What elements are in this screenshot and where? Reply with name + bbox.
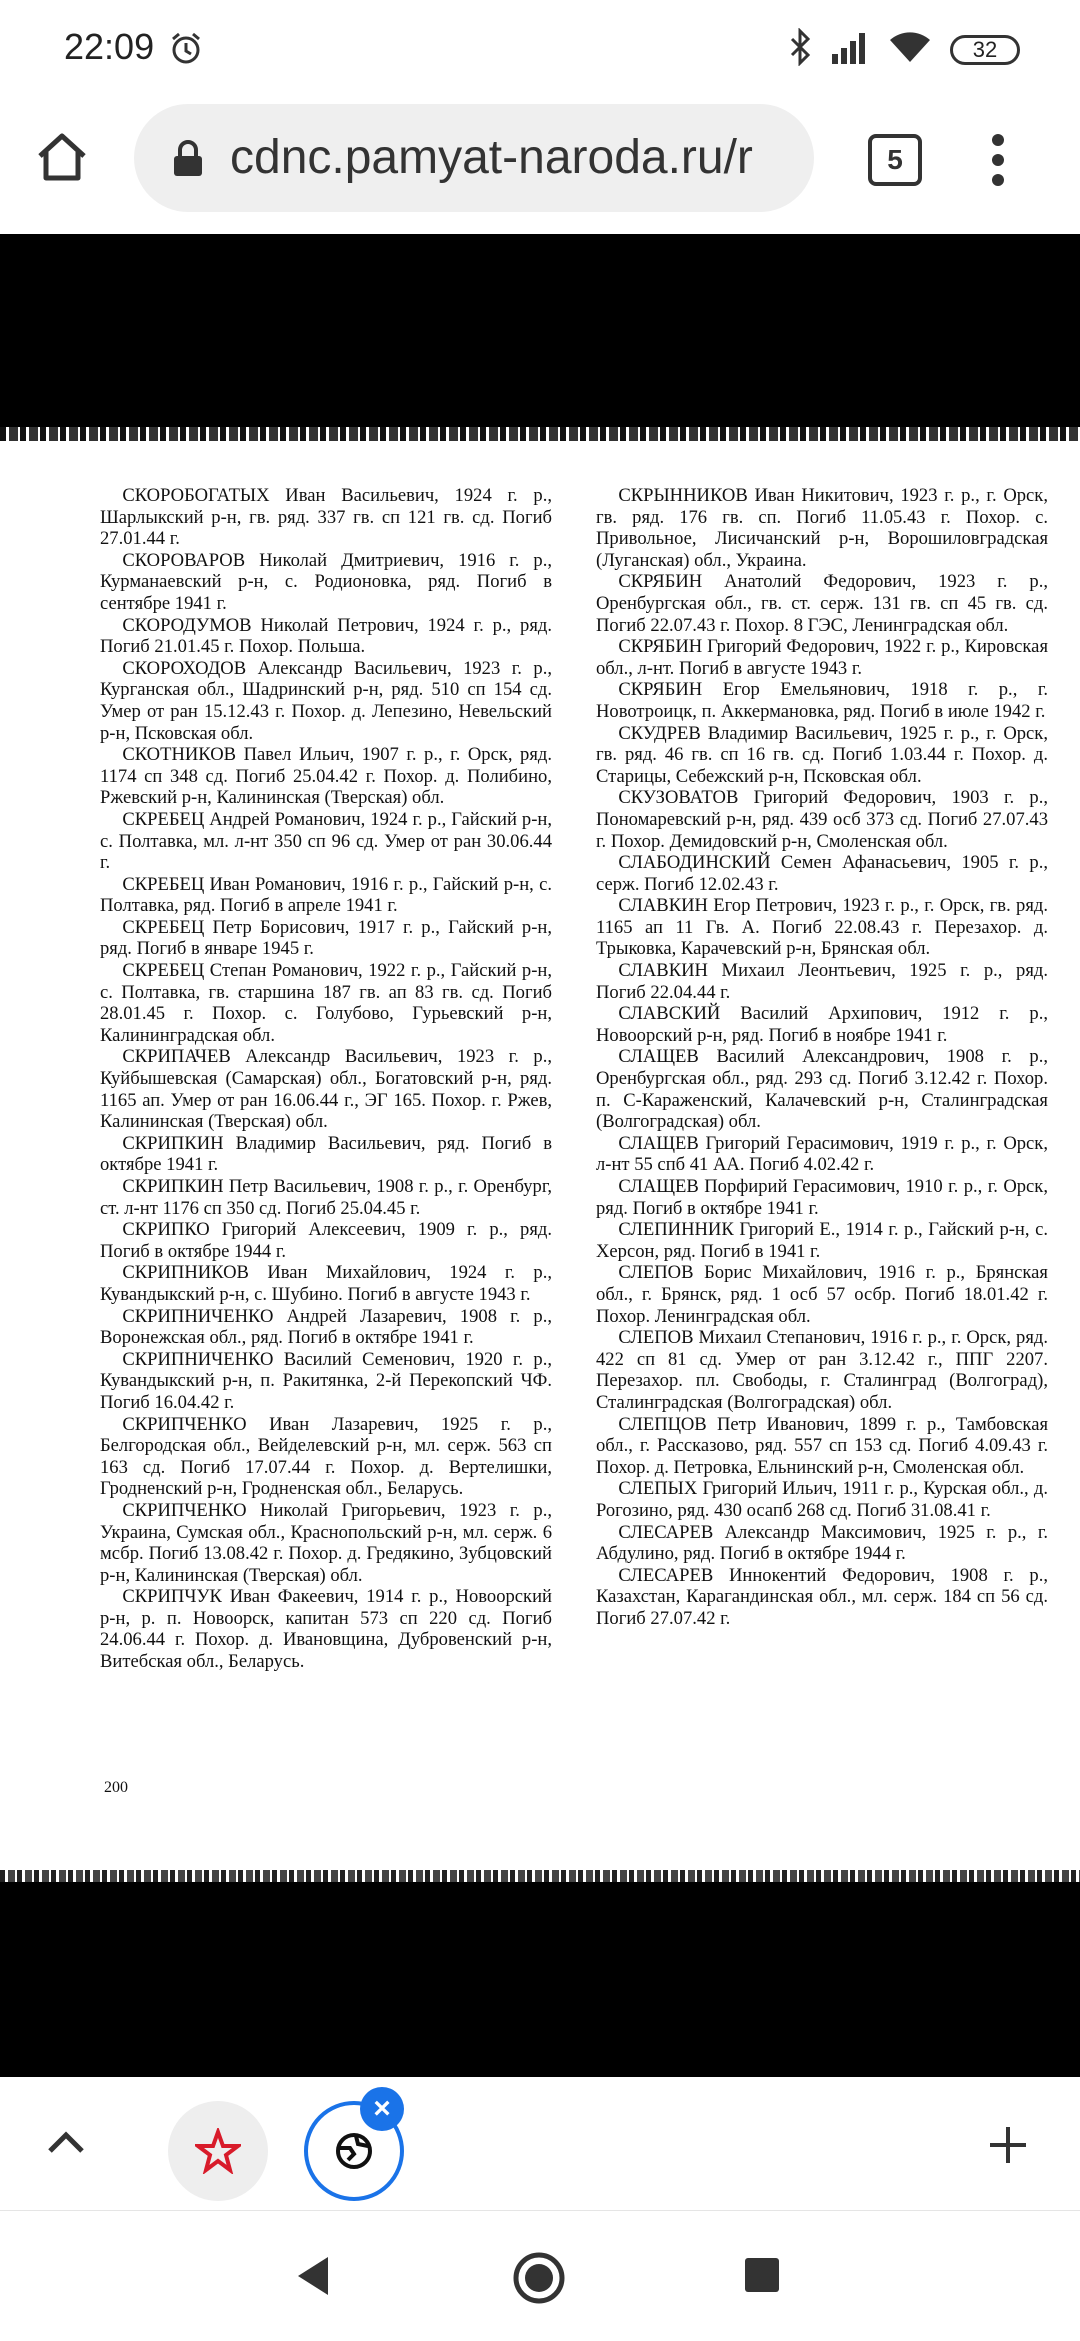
list-item: СЛАЩЕВ Григорий Герасимович, 1919 г. р., г. Орск, л-нт 55 спб 41 АА. Погиб 4.02.42 г.: [596, 1132, 1048, 1176]
list-item: СКОРОБОГАТЫХ Иван Васильевич, 1924 г. р., Шарлыкский р-н, гв. ряд. 337 гв. сп 121 гв. сд. Погиб 27.01.44 г.: [100, 485, 552, 550]
page-number: 200: [104, 1779, 128, 1796]
status-time: 22:09: [64, 26, 155, 67]
status-bar: [0, 0, 1080, 100]
home-nav-icon[interactable]: [512, 2251, 566, 2310]
chevron-up-icon[interactable]: [44, 2121, 88, 2170]
favorites-button[interactable]: [168, 2101, 268, 2201]
list-item: СКУДРЕВ Владимир Васильевич, 1925 г. р., г. Орск, гв. ряд. 46 гв. сп 16 гв. сд. Погиб 1.03.44 г. Похор. д. Старицы, Себежский р-н, Псковская обл.: [596, 722, 1048, 787]
list-item: СКОРОХОДОВ Александр Васильевич, 1923 г. р., Курганская обл., Шадринский р-н, ряд. 510 сп 154 сд. Умер от ран 15.12.43 г. Похор. д. Лепезино, Невельский р-н, Псковская обл.: [100, 657, 552, 744]
list-item: СЛАЩЕВ Василий Александрович, 1908 г. р., Оренбургская обл., ряд. 293 сд. Погиб 3.12.42 г. Похор. п. С-Караженский, Калачевский р-н, Сталинградская (Волгоградская) обл.: [596, 1046, 1048, 1133]
list-item: СЛАЩЕВ Порфирий Герасимович, 1910 г. р., г. Орск, ряд. Погиб в октябре 1941 г.: [596, 1176, 1048, 1219]
list-item: СКОРОДУМОВ Николай Петрович, 1924 г. р., ряд. Погиб 21.01.45 г. Похор. Польша.: [100, 614, 552, 658]
scan-edge-bottom: [0, 1870, 1080, 1882]
list-item: СКРИПНИКОВ Иван Михайлович, 1924 г. р., Кувандыкский р-н, с. Шубино. Погиб в августе 1943 г.: [100, 1262, 552, 1305]
battery-icon: [950, 35, 1020, 65]
list-item: СКРЕБЕЦ Степан Романович, 1922 г. р., Гайский р-н, с. Полтавка, гв. старшина 187 гв. ап 83 гв. сд. Погиб 28.01.45 г. Похор. с. Голубово, Гурьевский р-н, Калининградская обл.: [100, 960, 552, 1046]
viewer-background-top: [0, 234, 1080, 427]
list-item: СЛЕСАРЕВ Александр Максимович, 1925 г. р., г. Абдулино, ряд. Погиб в октябре 1944 г.: [596, 1521, 1048, 1565]
list-item: СКРИПНИЧЕНКО Андрей Лазаревич, 1908 г. р., Воронежская обл., ряд. Погиб в октябре 1941 г.: [100, 1305, 552, 1349]
site-favicon-icon: [335, 2132, 373, 2170]
bluetooth-icon: [788, 28, 812, 71]
list-item: СКРИПКО Григорий Алексеевич, 1909 г. р., ряд. Погиб в октябре 1944 г.: [100, 1219, 552, 1262]
list-item: СЛАВКИН Михаил Леонтьевич, 1925 г. р., ряд. Погиб 22.04.44 г.: [596, 960, 1048, 1003]
scanned-page: [0, 427, 1080, 1882]
back-icon[interactable]: [296, 2255, 332, 2302]
browser-toolbar: [0, 100, 1080, 234]
right-column: [596, 485, 1048, 1629]
list-item: СКРИПНИЧЕНКО Василий Семенович, 1920 г. р., Кувандыкский р-н, п. Ракитянка, 2-й Перекопский ЧФ. Погиб 16.04.42 г.: [100, 1348, 552, 1413]
alarm-icon: [168, 30, 204, 71]
list-item: СКРЯБИН Егор Емельянович, 1918 г. р., г. Новотроицк, п. Аккермановка, ряд. Погиб в июле 1942 г.: [596, 679, 1048, 722]
list-item: СЛАВСКИЙ Василий Архипович, 1912 г. р., Новоорский р-н, ряд. Погиб в ноябре 1941 г.: [596, 1003, 1048, 1046]
list-item: СКУЗОВАТОВ Григорий Федорович, 1903 г. р., Пономаревский р-н, ряд. 439 осб 373 сд. Погиб 27.07.43 г. Похор. Демидовский р-н, Смоленская обл.: [596, 787, 1048, 852]
list-item: СКРЫННИКОВ Иван Никитович, 1923 г. р., г. Орск, гв. ряд. 176 гв. сп. Погиб 11.05.43 г. Похор. с. Привольное, Лисичанский р-н, Ворошиловградская (Луганская) обл., Украина.: [596, 485, 1048, 571]
recents-icon[interactable]: [744, 2257, 780, 2298]
browser-bottom-bar: [0, 2077, 1080, 2210]
list-item: СЛЕПОВ Михаил Степанович, 1916 г. р., г. Орск, ряд. 422 сп 81 сд. Умер от ран 3.12.42 г., ППГ 2207. Перезахор. пл. Свободы, г. Сталинград (Волгоград), Сталинградская (Волгоградская) обл.: [596, 1327, 1048, 1413]
list-item: СКРИПЧУК Иван Факеевич, 1914 г. р., Новоорский р-н, р. п. Новоорск, капитан 573 сп 220 сд. Погиб 24.06.44 г. Похор. д. Ивановщина, Дубровенский р-н, Витебская обл., Беларусь.: [100, 1586, 552, 1673]
list-item: СЛЕПЫХ Григорий Ильич, 1911 г. р., Курская обл., д. Рогозино, ряд. 430 осапб 268 сд. Погиб 31.08.41 г.: [596, 1478, 1048, 1521]
list-item: СЛЕПИННИК Григорий Е., 1914 г. р., Гайский р-н, с. Херсон, ряд. Погиб в 1941 г.: [596, 1219, 1048, 1262]
home-icon[interactable]: [32, 126, 92, 191]
close-tab-icon[interactable]: ×: [360, 2087, 404, 2131]
list-item: СЛЕСАРЕВ Иннокентий Федорович, 1908 г. р., Казахстан, Карагандинская обл., мл. серж. 184 сп 56 сд. Погиб 27.07.42 г.: [596, 1564, 1048, 1629]
list-item: СКРИПКИН Петр Васильевич, 1908 г. р., г. Оренбург, ст. л-нт 1176 сп 350 сд. Погиб 25.04.45 г.: [100, 1176, 552, 1219]
list-item: СЛЕПОВ Борис Михайлович, 1916 г. р., Брянская обл., г. Брянск, ряд. 1 осб 57 осбр. Погиб 18.01.42 г. Похор. Ленинградская обл.: [596, 1262, 1048, 1327]
list-item: СЛЕПЦОВ Петр Иванович, 1899 г. р., Тамбовская обл., г. Рассказово, ряд. 557 сп 153 сд. Погиб 4.09.43 г. Похор. д. Петровка, Ельнинский р-н, Смоленская обл.: [596, 1413, 1048, 1478]
list-item: СКОРОВАРОВ Николай Дмитриевич, 1916 г. р., Курманаевский р-н, с. Родионовка, ряд. Погиб в сентябре 1941 г.: [100, 549, 552, 614]
wifi-icon: [888, 30, 932, 69]
tab-count: 5: [887, 144, 903, 175]
signal-icon: [830, 30, 870, 69]
tab-switcher-button[interactable]: [868, 134, 922, 186]
list-item: СКРЕБЕЦ Петр Борисович, 1917 г. р., Гайский р-н, ряд. Погиб в январе 1945 г.: [100, 916, 552, 960]
system-nav-bar: [0, 2210, 1080, 2341]
scan-edge-top: [0, 427, 1080, 441]
viewer-background-bottom: [0, 1882, 1080, 2077]
left-column: [100, 485, 552, 1673]
list-item: СКРИПАЧЕВ Александр Васильевич, 1923 г. р., Куйбышевская (Самарская) обл., Богатовский р-н, ряд. 1165 ап. Умер от ран 16.06.44 г., ЭГ 165. Похор. г. Ржев, Калининская (Тверская) обл.: [100, 1046, 552, 1133]
overflow-menu-icon[interactable]: [990, 132, 1006, 193]
list-item: СКРЯБИН Анатолий Федорович, 1923 г. р., Оренбургская обл., гв. ст. серж. 131 гв. сп 45 гв. сд. Погиб 22.07.43 г. Похор. 8 ГЭС, Ленинградская обл.: [596, 571, 1048, 636]
url-text[interactable]: cdnc.pamyat-naroda.ru/r: [230, 131, 753, 184]
new-tab-icon[interactable]: [986, 2115, 1030, 2180]
address-bar[interactable]: [134, 104, 814, 212]
lock-icon[interactable]: [172, 140, 204, 183]
list-item: СКРИПЧЕНКО Николай Григорьевич, 1923 г. р., Украина, Сумская обл., Краснопольский р-н, мл. серж. 6 мсбр. Погиб 13.08.42 г. Похор. д. Гредякино, Зубцовский р-н, Калининская (Тверская) обл.: [100, 1499, 552, 1586]
list-item: СКРЕБЕЦ Иван Романович, 1916 г. р., Гайский р-н, с. Полтавка, ряд. Погиб в апреле 1941 г.: [100, 873, 552, 917]
list-item: СЛАВКИН Егор Петрович, 1923 г. р., г. Орск, гв. ряд. 1165 ап 11 Гв. А. Погиб 22.08.43 г. Перезахор. д. Трыковка, Карачевский р-н, Брянская обл.: [596, 895, 1048, 960]
list-item: СКОТНИКОВ Павел Ильич, 1907 г. р., г. Орск, ряд. 1174 сп 348 сд. Погиб 25.04.42 г. Похор. д. Полибино, Ржевский р-н, Калининская (Тверская) обл.: [100, 744, 552, 809]
list-item: СКРИПКИН Владимир Васильевич, ряд. Погиб в октябре 1941 г.: [100, 1132, 552, 1176]
list-item: СКРЕБЕЦ Андрей Романович, 1924 г. р., Гайский р-н, с. Полтавка, мл. л-нт 350 сп 96 сд. Умер от ран 30.06.44 г.: [100, 808, 552, 874]
list-item: СЛАБОДИНСКИЙ Семен Афанасьевич, 1905 г. р., серж. Погиб 12.02.43 г.: [596, 852, 1048, 895]
list-item: СКРЯБИН Григорий Федорович, 1922 г. р., Кировская обл., л-нт. Погиб в августе 1943 г.: [596, 636, 1048, 679]
battery-level: 32: [972, 36, 998, 62]
star-icon: [195, 2128, 241, 2174]
list-item: СКРИПЧЕНКО Иван Лазаревич, 1925 г. р., Белгородская обл., Вейделевский р-н, мл. серж. 563 сп 163 сд. Погиб 17.07.44 г. Похор. д. Вертелишки, Гродненский р-н, Гродненская обл., Беларусь.: [100, 1413, 552, 1500]
